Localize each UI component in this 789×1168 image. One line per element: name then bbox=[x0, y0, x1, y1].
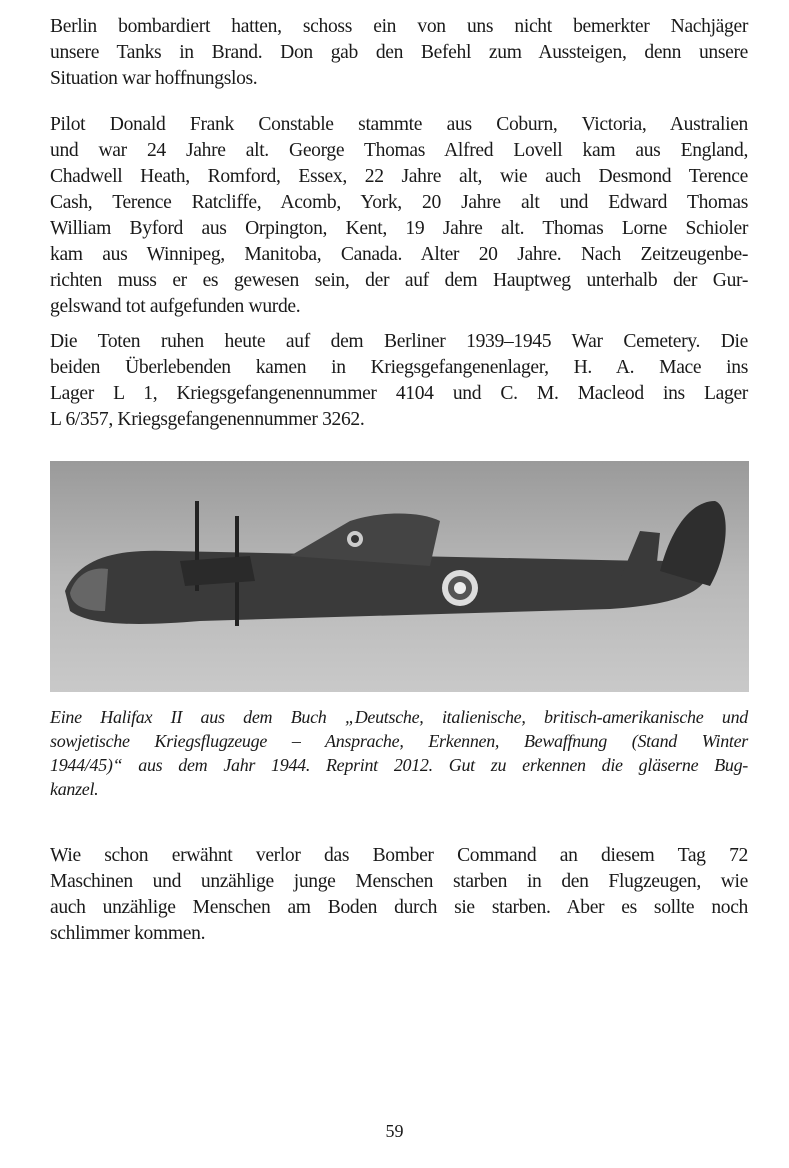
paragraph-1 bbox=[50, 14, 748, 92]
caption-line: sowjetische Kriegsflugzeuge – Ansprache, Erkennen, Bewaffnung (Stand Winter bbox=[50, 731, 748, 751]
text-line: und war 24 Jahre alt. George Thomas Alfred Lovell kam aus England, bbox=[50, 140, 748, 161]
text-line: Berlin bombardiert hatten, schoss ein von uns nicht bemerkter Nachjäger bbox=[50, 16, 748, 37]
caption-line: Eine Halifax II aus dem Buch „Deutsche, italienische, britisch-amerikanische und bbox=[50, 707, 748, 727]
paragraph-2 bbox=[50, 112, 748, 320]
text-line: Lager L 1, Kriegsgefangenennummer 4104 und C. M. Macleod ins Lager bbox=[50, 383, 748, 404]
text-line: Pilot Donald Frank Constable stammte aus Coburn, Victoria, Australien bbox=[50, 114, 748, 135]
paragraph-4 bbox=[50, 843, 748, 947]
caption-line: 1944/45)“ aus dem Jahr 1944. Reprint 2012. Gut zu erkennen die gläserne Bug- bbox=[50, 755, 748, 775]
text-line: schlimmer kommen. bbox=[50, 923, 206, 944]
text-line: unsere Tanks in Brand. Don gab den Befehl zum Aussteigen, denn unsere bbox=[50, 42, 748, 63]
halifax-bomber-photo bbox=[50, 461, 749, 692]
text-line: Situation war hoffnungslos. bbox=[50, 68, 258, 89]
caption-line: kanzel. bbox=[50, 779, 99, 799]
text-line: auch unzählige Menschen am Boden durch sie starben. Aber es sollte noch bbox=[50, 897, 748, 918]
text-line: kam aus Winnipeg, Manitoba, Canada. Alter 20 Jahre. Nach Zeitzeugenbe- bbox=[50, 244, 748, 265]
text-line: William Byford aus Orpington, Kent, 19 Jahre alt. Thomas Lorne Schioler bbox=[50, 218, 748, 239]
text-line: beiden Überlebenden kamen in Kriegsgefangenenlager, H. A. Mace ins bbox=[50, 357, 748, 378]
text-line: richten muss er es gewesen sein, der auf dem Hauptweg unterhalb der Gur- bbox=[50, 270, 748, 291]
text-line: Wie schon erwähnt verlor das Bomber Command an diesem Tag 72 bbox=[50, 845, 748, 866]
text-line: Cash, Terence Ratcliffe, Acomb, York, 20 Jahre alt und Edward Thomas bbox=[50, 192, 748, 213]
paragraph-3 bbox=[50, 329, 748, 433]
page-number: 59 bbox=[385, 1121, 404, 1141]
text-line: Chadwell Heath, Romford, Essex, 22 Jahre alt, wie auch Desmond Terence bbox=[50, 166, 748, 187]
text-line: Maschinen und unzählige junge Menschen starben in den Flugzeugen, wie bbox=[50, 871, 748, 892]
text-line: gelswand tot aufgefunden wurde. bbox=[50, 296, 301, 317]
photo-caption bbox=[50, 705, 748, 801]
text-line: Die Toten ruhen heute auf dem Berliner 1939–1945 War Cemetery. Die bbox=[50, 331, 748, 352]
text-line: L 6/357, Kriegsgefangenennummer 3262. bbox=[50, 409, 365, 430]
